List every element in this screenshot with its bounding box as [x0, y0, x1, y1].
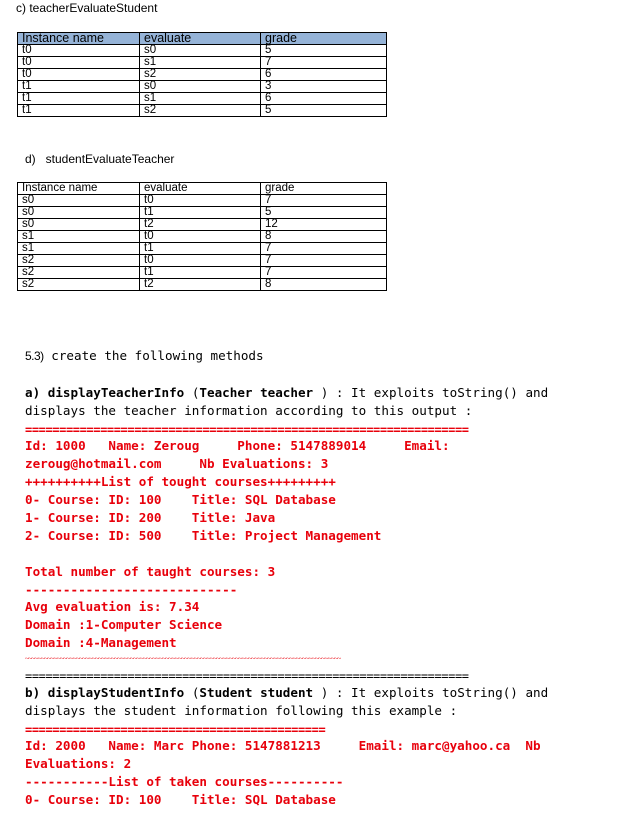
section-5-3-heading	[25, 348, 264, 364]
domain-item: Domain :4-Management	[25, 635, 177, 650]
cell-grade: 6	[261, 93, 387, 105]
cell-grade: 5	[261, 207, 387, 219]
table-row	[18, 231, 387, 243]
table-row	[18, 207, 387, 219]
method-b-description-line2: displays the student information following this example :	[25, 703, 458, 718]
table-row	[18, 279, 387, 291]
method-a-name: displayTeacherInfo	[47, 385, 185, 400]
dash-separator: ----------------------------	[25, 582, 238, 597]
table-header-row	[18, 33, 387, 45]
method-b-name: displayStudentInfo	[47, 685, 185, 700]
column-header-evaluate: evaluate	[140, 183, 261, 195]
paren-open: (	[184, 685, 200, 700]
cell-evaluate: s0	[140, 45, 261, 57]
cell-instance: t0	[18, 57, 140, 69]
method-a-param: Teacher teacher	[199, 385, 314, 400]
column-header-instance-name: Instance name	[18, 33, 140, 45]
teacher-evaluate-student-table	[17, 32, 387, 117]
section-c-heading: c) teacherEvaluateStudent	[16, 1, 158, 15]
method-b-prefix: b)	[25, 685, 48, 700]
cell-instance: s1	[18, 243, 140, 255]
method-b-separator: ============================================	[25, 723, 326, 737]
section-text: create the following methods	[43, 348, 264, 363]
cell-instance: s2	[18, 267, 140, 279]
table-row	[18, 267, 387, 279]
student-output-line1: Id: 2000 Name: Marc Phone: 5147881213 Email: marc@yahoo.ca Nb	[25, 738, 541, 753]
table-row	[18, 195, 387, 207]
method-a-rest: ) : It exploits toString() and	[313, 385, 549, 400]
cell-instance: t1	[18, 93, 140, 105]
cell-grade: 7	[261, 255, 387, 267]
student-course-item: 0- Course: ID: 100 Title: SQL Database	[25, 792, 336, 807]
cell-grade: 8	[261, 279, 387, 291]
tilde-separator: ~~~~~~~~~~~~~~~~~~~~~~~~~~~~~~~~~~~~~~~~~~~~~~~~~~~~~~~~~~~~~~~~~~~~~~~~~~~~~~~~~~~~~~~~~~~~~~~~~~~	[25, 655, 341, 663]
cell-evaluate: s0	[140, 81, 261, 93]
cell-evaluate: t0	[140, 255, 261, 267]
cell-evaluate: t1	[140, 267, 261, 279]
table-row	[18, 45, 387, 57]
cell-instance: s2	[18, 279, 140, 291]
section-d-heading: d) studentEvaluateTeacher	[25, 152, 175, 166]
total-taught-courses: Total number of taught courses: 3	[25, 564, 276, 579]
cell-instance: t0	[18, 45, 140, 57]
cell-evaluate: t1	[140, 243, 261, 255]
teacher-output-line2: zeroug@hotmail.com Nb Evaluations: 3	[25, 456, 329, 471]
method-a-prefix: a)	[25, 385, 48, 400]
cell-evaluate: t0	[140, 195, 261, 207]
cell-grade: 8	[261, 231, 387, 243]
teacher-course-item: 2- Course: ID: 500 Title: Project Management	[25, 528, 382, 543]
student-output-line2: Evaluations: 2	[25, 756, 132, 771]
cell-instance: s1	[18, 231, 140, 243]
cell-instance: t1	[18, 105, 140, 117]
method-b-rest: ) : It exploits toString() and	[313, 685, 549, 700]
teacher-course-item: 1- Course: ID: 200 Title: Java	[25, 510, 276, 525]
method-a-description-line2: displays the teacher information according to this output :	[25, 403, 473, 418]
cell-instance: t1	[18, 81, 140, 93]
cell-grade: 7	[261, 195, 387, 207]
student-evaluate-teacher-table	[17, 182, 387, 291]
method-b-param: Student student	[199, 685, 314, 700]
table-row	[18, 243, 387, 255]
method-a-separator: =================================================================	[25, 423, 469, 437]
cell-instance: t0	[18, 69, 140, 81]
cell-evaluate: s2	[140, 69, 261, 81]
cell-instance: s0	[18, 195, 140, 207]
teacher-output-line1: Id: 1000 Name: Zeroug Phone: 5147889014 Email:	[25, 438, 450, 453]
avg-evaluation: Avg evaluation is: 7.34	[25, 599, 200, 614]
column-header-grade: grade	[261, 183, 387, 195]
cell-evaluate: s2	[140, 105, 261, 117]
cell-grade: 7	[261, 57, 387, 69]
section-number: 5.3)	[25, 349, 44, 363]
cell-evaluate: s1	[140, 57, 261, 69]
method-b-description-line1	[25, 684, 548, 702]
mid-separator: =================================================================	[25, 669, 469, 683]
cell-instance: s2	[18, 255, 140, 267]
table-row	[18, 105, 387, 117]
cell-evaluate: t0	[140, 231, 261, 243]
cell-grade: 12	[261, 219, 387, 231]
paren-open: (	[184, 385, 200, 400]
column-header-grade: grade	[261, 33, 387, 45]
method-a-description-line1	[25, 384, 548, 402]
table-row	[18, 93, 387, 105]
column-header-evaluate: evaluate	[140, 33, 261, 45]
cell-evaluate: t1	[140, 207, 261, 219]
table-row	[18, 219, 387, 231]
cell-evaluate: t2	[140, 219, 261, 231]
cell-instance: s0	[18, 219, 140, 231]
teacher-course-item: 0- Course: ID: 100 Title: SQL Database	[25, 492, 336, 507]
cell-grade: 5	[261, 105, 387, 117]
cell-grade: 5	[261, 45, 387, 57]
table-header-row	[18, 183, 387, 195]
table-row	[18, 81, 387, 93]
student-courses-header: -----------List of taken courses----------	[25, 774, 344, 789]
cell-grade: 7	[261, 267, 387, 279]
cell-evaluate: s1	[140, 93, 261, 105]
domain-item: Domain :1-Computer Science	[25, 617, 223, 632]
column-header-instance-name: Instance name	[18, 183, 140, 195]
cell-evaluate: t2	[140, 279, 261, 291]
cell-grade: 6	[261, 69, 387, 81]
cell-instance: s0	[18, 207, 140, 219]
table-row	[18, 57, 387, 69]
table-row	[18, 255, 387, 267]
cell-grade: 7	[261, 243, 387, 255]
cell-grade: 3	[261, 81, 387, 93]
table-row	[18, 69, 387, 81]
teacher-courses-header: ++++++++++List of tought courses+++++++++	[25, 474, 336, 489]
